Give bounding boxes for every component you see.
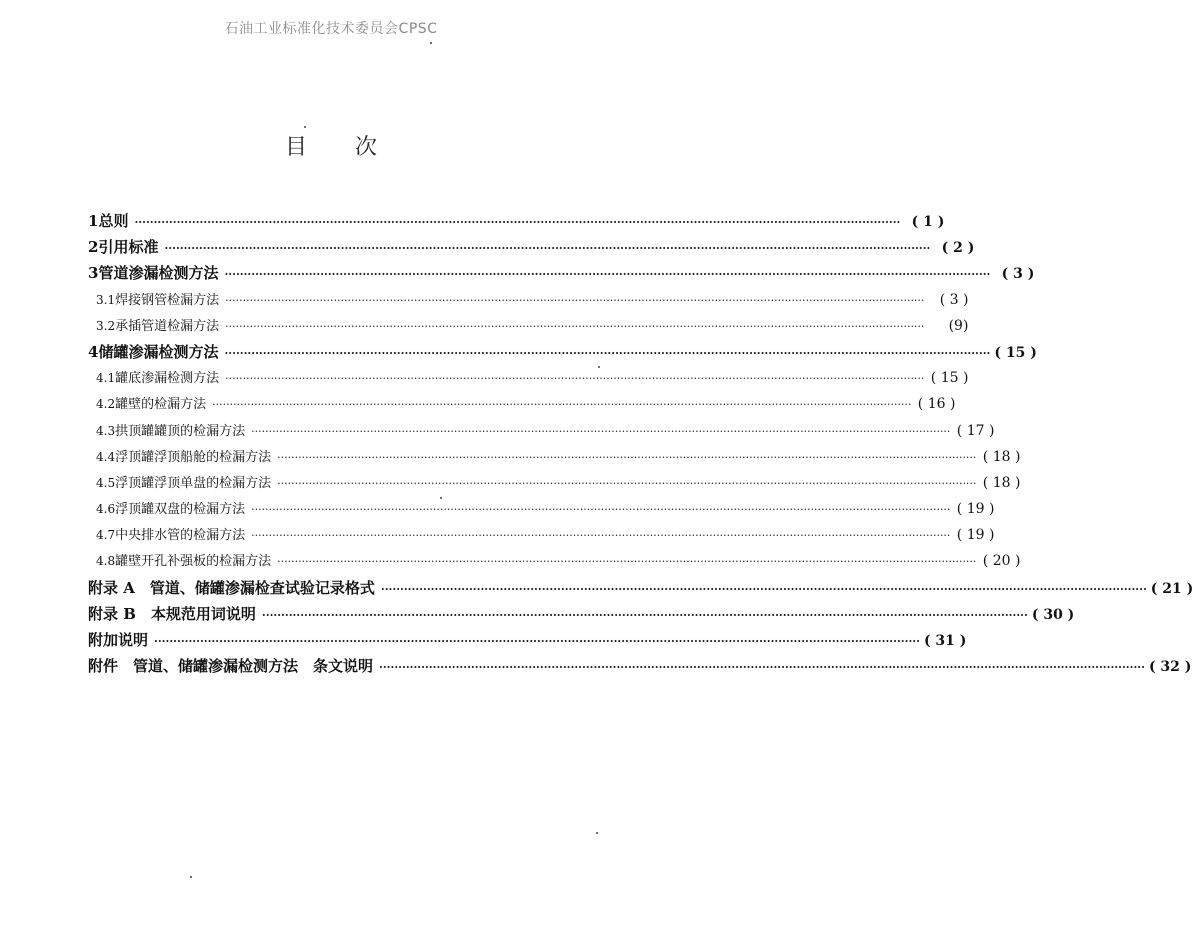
- toc-entry[interactable]: [88, 234, 975, 260]
- toc-entry[interactable]: [88, 260, 1035, 286]
- toc-leader-dots: ········································································································································································································: [277, 450, 977, 464]
- toc-entry-number: 1: [88, 212, 99, 230]
- toc-entry-number: 4.1: [96, 371, 116, 386]
- toc-entry-page: ( 31 ): [923, 633, 967, 649]
- toc-entry-label: 中央排水管的检漏方法: [115, 528, 246, 544]
- toc-leader-dots: ········································································································································································································: [261, 608, 1028, 622]
- toc-leader-dots: ········································································································································································································: [251, 529, 951, 543]
- toc-entry-label: 罐底渗漏检测方法: [115, 371, 220, 387]
- toc-entry[interactable]: [88, 287, 969, 313]
- toc-entry-label: 总则: [98, 212, 129, 230]
- toc-entry[interactable]: [88, 444, 1021, 470]
- toc-entry-page: ( 19 ): [956, 527, 995, 544]
- toc-entry-label: 附件 管道、储罐渗漏检测方法 条文说明: [88, 657, 374, 676]
- toc-entry-label: 承插管道检漏方法: [115, 318, 220, 334]
- toc-entry-label: 附录 A 管道、储罐渗漏检查试验记录格式: [88, 578, 375, 597]
- scan-speck: [304, 126, 306, 128]
- toc-entry[interactable]: [88, 575, 1193, 601]
- toc-entry-page: ( 3 ): [939, 291, 969, 308]
- toc-leader-dots: ········································································································································································································: [154, 635, 920, 648]
- page-title: 目次: [284, 135, 425, 160]
- toc-leader-dots: ········································································································································································································: [225, 319, 925, 333]
- toc-leader-dots: ········································································································································································································: [224, 346, 991, 360]
- toc-entry-number: 3: [88, 264, 99, 283]
- toc-leader-dots: ········································································································································································································: [212, 398, 912, 412]
- toc-entry[interactable]: [88, 339, 1037, 365]
- toc-leader-dots: ········································································································································································································: [380, 582, 1147, 596]
- toc-entry-label: 附录 B 本规范用词说明: [88, 604, 256, 623]
- scan-speck: [190, 876, 192, 878]
- toc-entry-number: 4.6: [96, 502, 116, 517]
- toc-entry-label: 管道渗漏检测方法: [98, 264, 219, 283]
- toc-entry-page: ( 18 ): [982, 474, 1021, 491]
- toc-entry[interactable]: [88, 627, 967, 653]
- toc-leader-dots: ········································································································································································································: [277, 555, 977, 569]
- toc-entry-label: 引用标准: [98, 238, 159, 257]
- toc-entry-page: ( 30 ): [1031, 606, 1075, 623]
- toc-entry-page: ( 16 ): [917, 396, 956, 413]
- toc-entry-page: ( 20 ): [982, 553, 1021, 570]
- toc-entry[interactable]: [88, 548, 1021, 574]
- toc-leader-dots: ········································································································································································································: [134, 216, 901, 229]
- toc-entry-number: 4.5: [96, 475, 116, 490]
- toc-entry-number: 4: [88, 342, 99, 361]
- toc-leader-dots: ········································································································································································································: [164, 242, 931, 256]
- toc-entry-page: (9): [948, 317, 969, 334]
- toc-entry-number: 4.4: [96, 449, 116, 464]
- toc-entry[interactable]: [88, 496, 995, 522]
- toc-leader-dots: ········································································································································································································: [225, 372, 925, 386]
- toc-entry[interactable]: [88, 208, 945, 234]
- toc-entry-number: 4.3: [96, 423, 116, 438]
- toc-entry[interactable]: [88, 522, 995, 548]
- toc-entry[interactable]: [88, 365, 969, 391]
- toc-entry[interactable]: [88, 653, 1192, 679]
- toc-entry[interactable]: [88, 313, 969, 339]
- toc-entry-number: 4.2: [96, 397, 116, 412]
- toc-leader-dots: ········································································································································································································: [251, 503, 951, 517]
- toc-entry-label: 浮顶罐浮顶单盘的检漏方法: [115, 475, 272, 491]
- toc-entry-page: ( 2 ): [941, 240, 975, 257]
- toc-entry-label: 附加说明: [88, 631, 149, 649]
- toc-leader-dots: ········································································································································································································: [277, 476, 977, 490]
- toc-entry[interactable]: [88, 601, 1075, 627]
- toc-entry-label: 焊接钢管检漏方法: [115, 292, 220, 308]
- toc-entry-number: 3.2: [96, 318, 116, 333]
- toc-entry-label: 拱顶罐罐顶的检漏方法: [115, 423, 246, 439]
- toc-entry-page: ( 19 ): [956, 501, 995, 518]
- toc-entry-label: 浮顶罐浮顶船舱的检漏方法: [115, 449, 272, 465]
- toc-leader-dots: ········································································································································································································: [225, 293, 925, 307]
- toc-entry-page: ( 3 ): [1001, 266, 1035, 283]
- toc-entry-page: ( 18 ): [982, 448, 1021, 465]
- toc-entry-number: 3.1: [96, 292, 116, 307]
- toc-entry-label: 浮顶罐双盘的检漏方法: [115, 502, 246, 518]
- toc-entry-number: 4.7: [96, 528, 116, 543]
- toc-entry-page: ( 1 ): [911, 214, 945, 230]
- toc-entry[interactable]: [88, 470, 1021, 496]
- toc-entry-number: 4.8: [96, 554, 116, 569]
- toc-leader-dots: ········································································································································································································: [251, 424, 951, 438]
- toc-entry[interactable]: [88, 391, 956, 417]
- toc-entry-page: ( 15 ): [994, 344, 1037, 361]
- toc-entry-page: ( 21 ): [1150, 580, 1193, 597]
- toc-entry[interactable]: [88, 418, 995, 444]
- scan-speck: [430, 42, 432, 44]
- toc-entry-label: 储罐渗漏检测方法: [98, 342, 219, 361]
- toc-leader-dots: ········································································································································································································: [224, 268, 991, 282]
- scan-speck: [596, 832, 598, 834]
- watermark-header: 石油工业标准化技术委员会CPSC: [224, 21, 438, 37]
- table-of-contents: [88, 208, 1193, 679]
- toc-entry-label: 罐壁开孔补强板的检漏方法: [115, 554, 272, 570]
- toc-entry-label: 罐壁的检漏方法: [115, 397, 207, 413]
- toc-entry-number: 2: [88, 238, 99, 257]
- toc-leader-dots: ········································································································································································································: [379, 661, 1145, 675]
- toc-entry-page: ( 15 ): [930, 370, 969, 387]
- toc-entry-page: ( 17 ): [956, 422, 995, 439]
- toc-entry-page: ( 32 ): [1148, 659, 1192, 676]
- scan-speck: [440, 497, 442, 499]
- scan-speck: [598, 366, 600, 368]
